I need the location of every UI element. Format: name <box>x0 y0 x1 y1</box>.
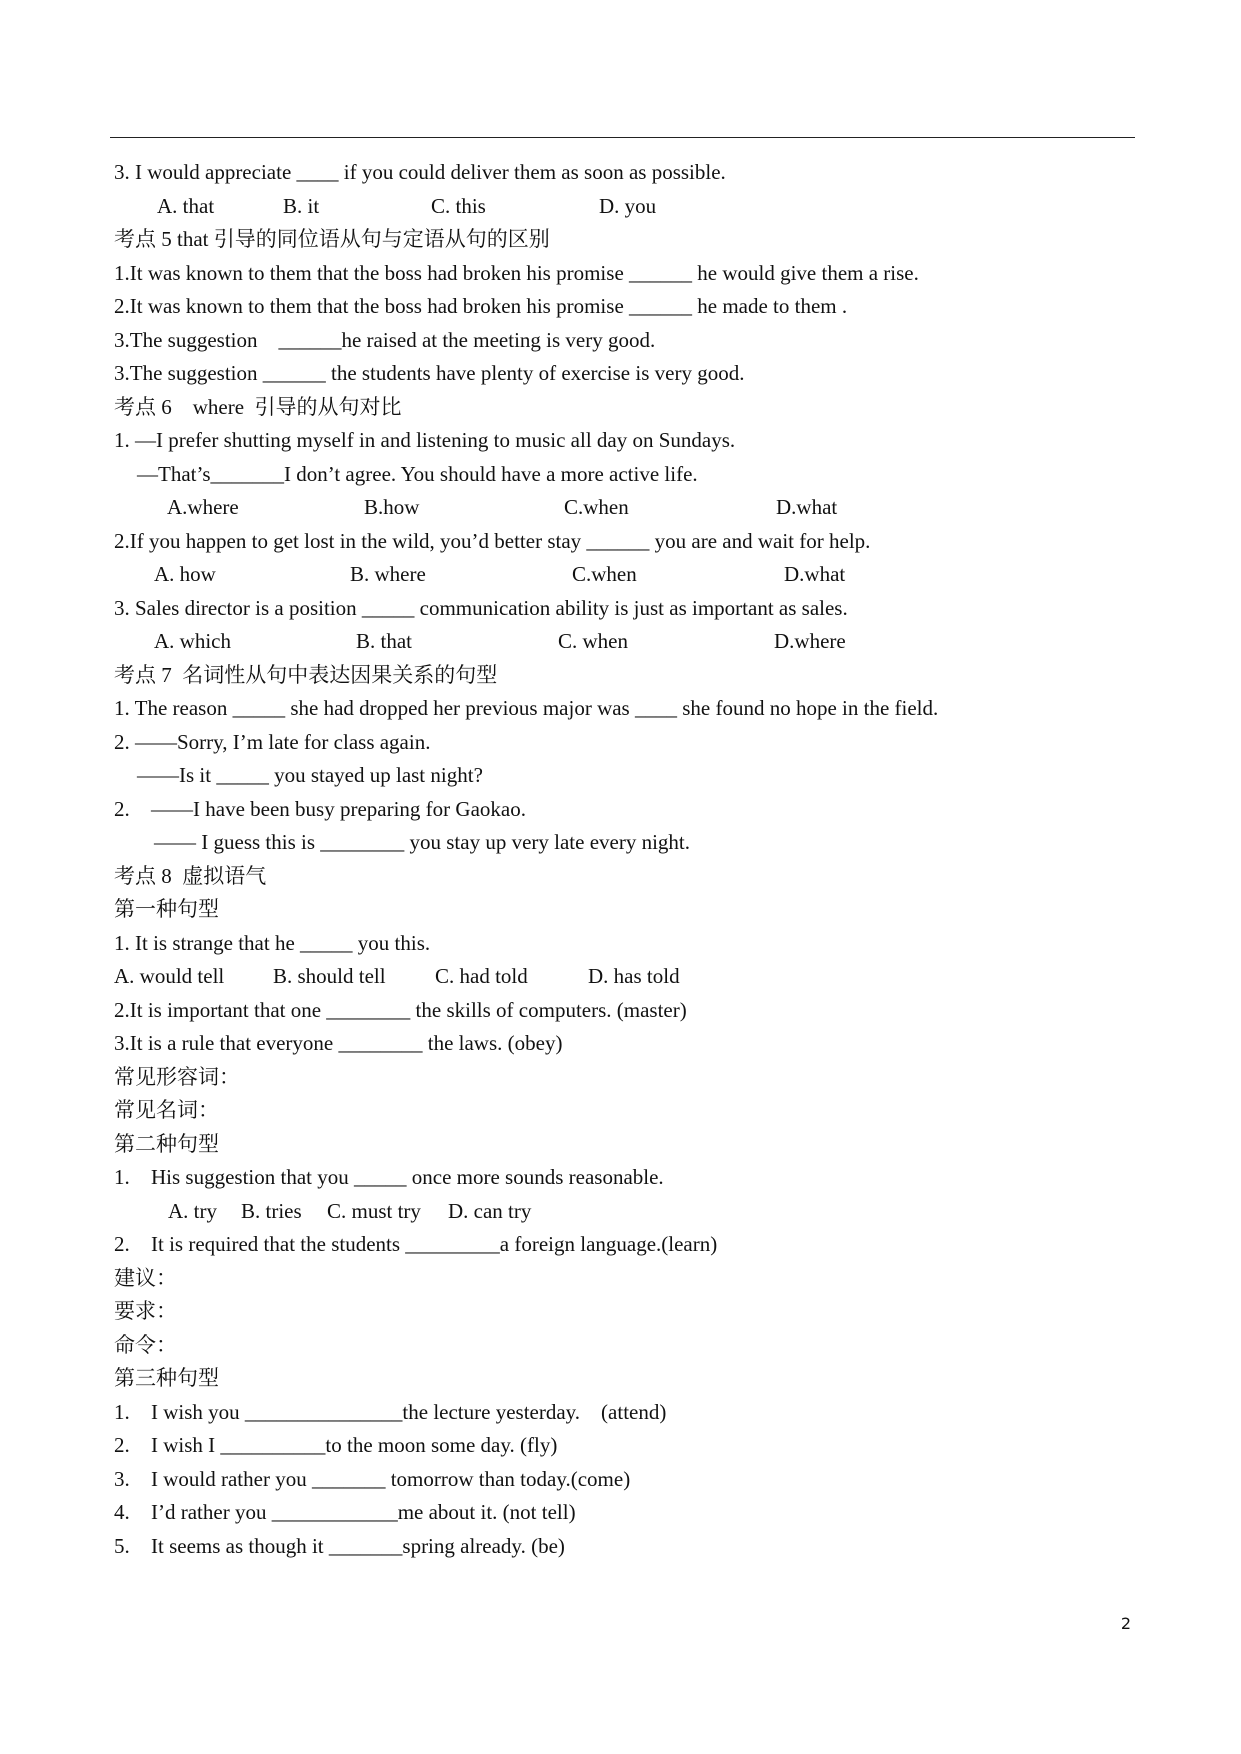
option-c: C. this <box>431 193 486 218</box>
option-a: A. which <box>154 629 231 653</box>
pattern-1-question-2: 2.It is important that one ________ the skills of computers. (master) <box>114 997 687 1022</box>
section-heading-7: 考点 7 名词性从句中表达因果关系的句型 <box>114 662 498 687</box>
item-text: His suggestion that you _____ once more sounds reasonable. <box>151 1165 664 1189</box>
page-number: 2 <box>1120 1614 1131 1633</box>
question-6-1b: —That’s_______I don’t agree. You should have a more active life. <box>137 461 698 486</box>
item-text: I’d rather you ____________me about it. (not tell) <box>151 1500 576 1524</box>
option-c: C. when <box>558 629 628 653</box>
pattern-3-item <box>114 1463 1134 1497</box>
item-number: 4. <box>114 1500 130 1524</box>
item-number: 1. <box>114 1165 130 1189</box>
question-7-3a <box>114 793 1134 827</box>
option-b: B. where <box>350 562 426 586</box>
item-text: It seems as though it _______spring already. (be) <box>151 1533 565 1558</box>
command-label: 命令： <box>114 1332 177 1357</box>
section-heading-6: 考点 6 where 引导的从句对比 <box>114 394 402 419</box>
item-text: I wish I __________to the moon some day. (fly) <box>151 1433 558 1457</box>
option-b: B. that <box>356 629 412 653</box>
item-number: 5. <box>114 1533 130 1558</box>
item-number: 2. <box>114 796 130 821</box>
pattern-3-heading: 第三种句型 <box>114 1366 219 1390</box>
option-c: C. must try <box>327 1198 421 1223</box>
option-c: C.when <box>572 562 637 586</box>
pattern-3-item <box>114 1429 1134 1463</box>
section-heading-8: 考点 8 虚拟语气 <box>114 863 267 888</box>
pattern-1-question-1-options <box>114 960 1134 994</box>
suggestion-label: 建议： <box>114 1265 177 1290</box>
requirement-label: 要求： <box>114 1299 177 1323</box>
option-a: A. how <box>154 562 216 586</box>
question-6-2-options <box>114 558 1134 592</box>
option-a: A. try <box>168 1198 217 1223</box>
question-3-options <box>114 190 1134 224</box>
common-nouns-label: 常见名词： <box>114 1098 219 1122</box>
item-text: I would rather you _______ tomorrow than today.(come) <box>151 1466 631 1491</box>
worksheet-body <box>114 156 1134 1563</box>
item-number: 2. <box>114 1232 130 1256</box>
question-7-3b: —— I guess this is ________ you stay up very late every night. <box>154 830 691 854</box>
pattern-1-question-3: 3.It is a rule that everyone ________ the laws. (obey) <box>114 1031 563 1055</box>
question-5-3: 3.The suggestion ______he raised at the meeting is very good. <box>114 327 656 352</box>
option-a: A. would tell <box>114 964 225 988</box>
pattern-2-question-1 <box>114 1161 1134 1195</box>
item-number: 3. <box>114 1466 130 1491</box>
item-text: It is required that the students _________a foreign language.(learn) <box>151 1232 718 1256</box>
option-a: A.where <box>167 495 239 519</box>
option-d: D.what <box>776 495 838 519</box>
pattern-3-item <box>114 1530 1134 1564</box>
option-b: B. it <box>283 193 320 218</box>
option-d: D. has told <box>588 964 680 988</box>
pattern-3-item <box>114 1396 1134 1430</box>
header-rule <box>110 137 1135 138</box>
item-number: 2. <box>114 1433 130 1457</box>
question-3: 3. I would appreciate ____ if you could deliver them as soon as possible. <box>114 160 726 184</box>
question-6-3: 3. Sales director is a position _____ communication ability is just as important as sales. <box>114 595 848 620</box>
option-a: A. that <box>157 193 215 218</box>
item-text: ——I have been busy preparing for Gaokao. <box>151 796 526 821</box>
option-b: B.how <box>364 495 420 519</box>
option-b: B. should tell <box>273 964 386 988</box>
question-6-1a: 1. —I prefer shutting myself in and listening to music all day on Sundays. <box>114 428 736 452</box>
common-adjectives-label: 常见形容词： <box>114 1064 240 1089</box>
option-c: C.when <box>564 495 629 519</box>
question-7-2b: ——Is it _____ you stayed up last night? <box>137 763 483 787</box>
option-b: B. tries <box>241 1198 302 1223</box>
question-7-1: 1. The reason _____ she had dropped her previous major was ____ she found no hope in the field. <box>114 696 939 720</box>
question-6-3-options <box>114 625 1134 659</box>
option-d: D.what <box>784 562 846 586</box>
option-d: D.where <box>774 629 846 653</box>
question-5-2: 2.It was known to them that the boss had broken his promise ______ he made to them . <box>114 294 848 318</box>
option-c: C. had told <box>435 964 528 988</box>
question-5-4: 3.The suggestion ______ the students have plenty of exercise is very good. <box>114 361 745 385</box>
pattern-1-heading: 第一种句型 <box>114 897 219 921</box>
question-6-1-options <box>114 491 1134 525</box>
pattern-1-question-1: 1. It is strange that he _____ you this. <box>114 930 431 955</box>
question-6-2: 2.If you happen to get lost in the wild, you’d better stay ______ you are and wait for help. <box>114 528 871 553</box>
item-text: I wish you _______________the lecture yesterday. (attend) <box>151 1399 667 1424</box>
pattern-2-heading: 第二种句型 <box>114 1131 219 1156</box>
pattern-3-item <box>114 1496 1134 1530</box>
item-number: 1. <box>114 1399 130 1424</box>
option-d: D. you <box>599 193 657 218</box>
question-7-2a: 2. ——Sorry, I’m late for class again. <box>114 729 431 754</box>
pattern-2-question-1-options <box>114 1195 1134 1229</box>
option-d: D. can try <box>448 1198 532 1223</box>
pattern-2-question-2 <box>114 1228 1134 1262</box>
question-5-1: 1.It was known to them that the boss had broken his promise ______ he would give them a rise. <box>114 260 919 285</box>
section-heading-5: 考点 5 that 引导的同位语从句与定语从句的区别 <box>114 227 550 251</box>
